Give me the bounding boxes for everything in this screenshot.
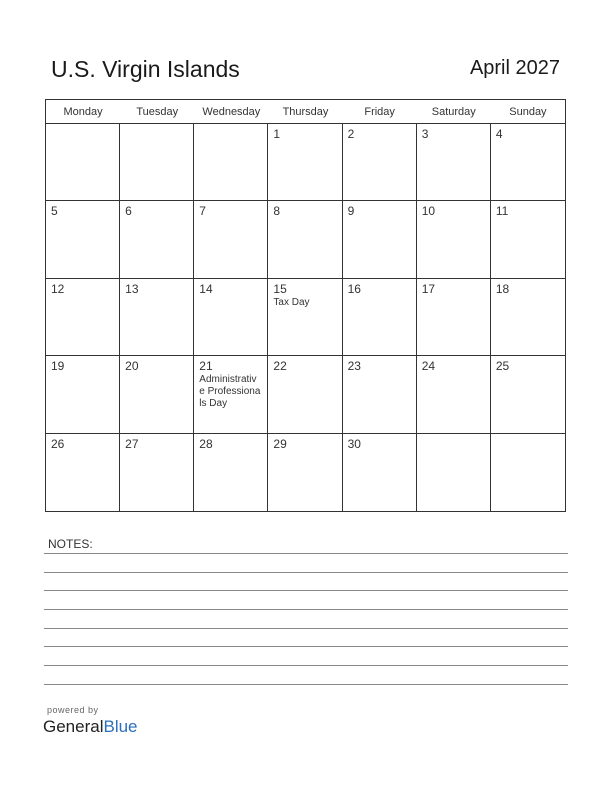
day-cell[interactable] (491, 124, 565, 201)
weekday-label: Tuesday (136, 106, 179, 118)
day-number: 24 (421, 359, 436, 374)
day-number: 25 (495, 359, 510, 374)
weekday-label: Sunday (509, 106, 547, 118)
day-cell[interactable] (194, 279, 268, 356)
day-cell[interactable] (268, 124, 342, 201)
calendar-title: U.S. Virgin Islands (51, 56, 240, 82)
day-number: 6 (125, 204, 132, 219)
day-number: 9 (347, 204, 355, 219)
notes-line (44, 553, 568, 554)
day-cell[interactable] (120, 279, 194, 356)
day-cell[interactable] (120, 434, 194, 511)
day-number: 2 (347, 127, 355, 141)
day-cell[interactable] (194, 356, 268, 433)
day-number: 14 (199, 281, 213, 296)
day-number: 10 (421, 204, 436, 219)
day-cell[interactable] (194, 124, 268, 201)
day-cell[interactable] (194, 201, 268, 278)
calendar-grid (45, 99, 566, 512)
brand-blue: Blue (103, 717, 138, 736)
day-number: 17 (421, 281, 436, 296)
day-number: 3 (421, 127, 429, 141)
day-cell[interactable] (417, 279, 491, 356)
day-cell[interactable] (268, 356, 342, 433)
day-cell[interactable] (491, 434, 565, 511)
weekday-label: Thursday (282, 106, 329, 118)
day-number: 7 (199, 204, 206, 219)
notes-label: NOTES: (48, 537, 93, 551)
day-cell[interactable] (343, 434, 417, 511)
day-number: 11 (495, 204, 509, 219)
day-cell[interactable] (491, 201, 565, 278)
notes-line (44, 665, 568, 666)
day-cell[interactable] (417, 124, 491, 201)
day-cell[interactable] (491, 279, 565, 356)
day-cell[interactable] (46, 434, 120, 511)
day-cell[interactable] (343, 124, 417, 201)
day-cell[interactable] (343, 279, 417, 356)
day-number: 26 (51, 436, 65, 451)
weekday-label: Saturday (431, 106, 476, 118)
powered-by-text: powered by (47, 705, 99, 715)
day-number: 16 (347, 281, 361, 296)
day-number: 15 (273, 281, 287, 296)
day-number: 13 (125, 281, 139, 296)
day-cell[interactable] (268, 434, 342, 511)
day-cell[interactable] (46, 201, 120, 278)
day-cell[interactable] (120, 356, 194, 433)
day-number: 18 (495, 281, 510, 296)
day-number: 22 (273, 359, 287, 374)
weekday-header (46, 100, 565, 124)
notes-line (44, 628, 568, 629)
notes-line (44, 684, 568, 685)
day-cell[interactable] (491, 356, 565, 433)
day-number: 28 (199, 436, 213, 451)
day-number: 21 (199, 359, 213, 374)
day-cell[interactable] (120, 124, 194, 201)
holiday-event: Administrative Professionals Day (199, 374, 261, 410)
calendar-month: April 2027 (469, 57, 560, 79)
day-cell[interactable] (194, 434, 268, 511)
notes-line (44, 646, 568, 647)
weekday-label: Monday (63, 106, 103, 118)
day-cell[interactable] (417, 201, 491, 278)
notes-line (44, 572, 568, 573)
holiday-event: Tax Day (273, 296, 310, 308)
day-number: 20 (125, 359, 139, 374)
day-cell[interactable] (46, 356, 120, 433)
day-cell[interactable] (268, 201, 342, 278)
day-cell[interactable] (343, 356, 417, 433)
day-number: 23 (347, 359, 361, 374)
day-number: 29 (273, 436, 287, 451)
day-number: 5 (51, 204, 58, 219)
generalblue-logo[interactable] (43, 717, 138, 737)
weekday-label: Wednesday (202, 106, 261, 118)
day-number: 4 (495, 127, 503, 141)
day-cell[interactable] (417, 356, 491, 433)
brand-general: General (43, 717, 104, 736)
day-number: 8 (273, 204, 281, 219)
day-cell[interactable] (46, 279, 120, 356)
weekday-label: Friday (364, 106, 395, 118)
notes-line (44, 609, 568, 610)
day-cell[interactable] (120, 201, 194, 278)
day-cell[interactable] (268, 279, 342, 356)
day-number: 1 (273, 127, 281, 141)
day-number: 12 (51, 281, 65, 296)
day-cell[interactable] (417, 434, 491, 511)
day-cells (46, 124, 565, 511)
notes-line (44, 590, 568, 591)
day-number: 19 (51, 359, 65, 374)
day-number: 27 (125, 436, 139, 451)
day-cell[interactable] (46, 124, 120, 201)
day-number: 30 (347, 436, 361, 451)
day-cell[interactable] (343, 201, 417, 278)
